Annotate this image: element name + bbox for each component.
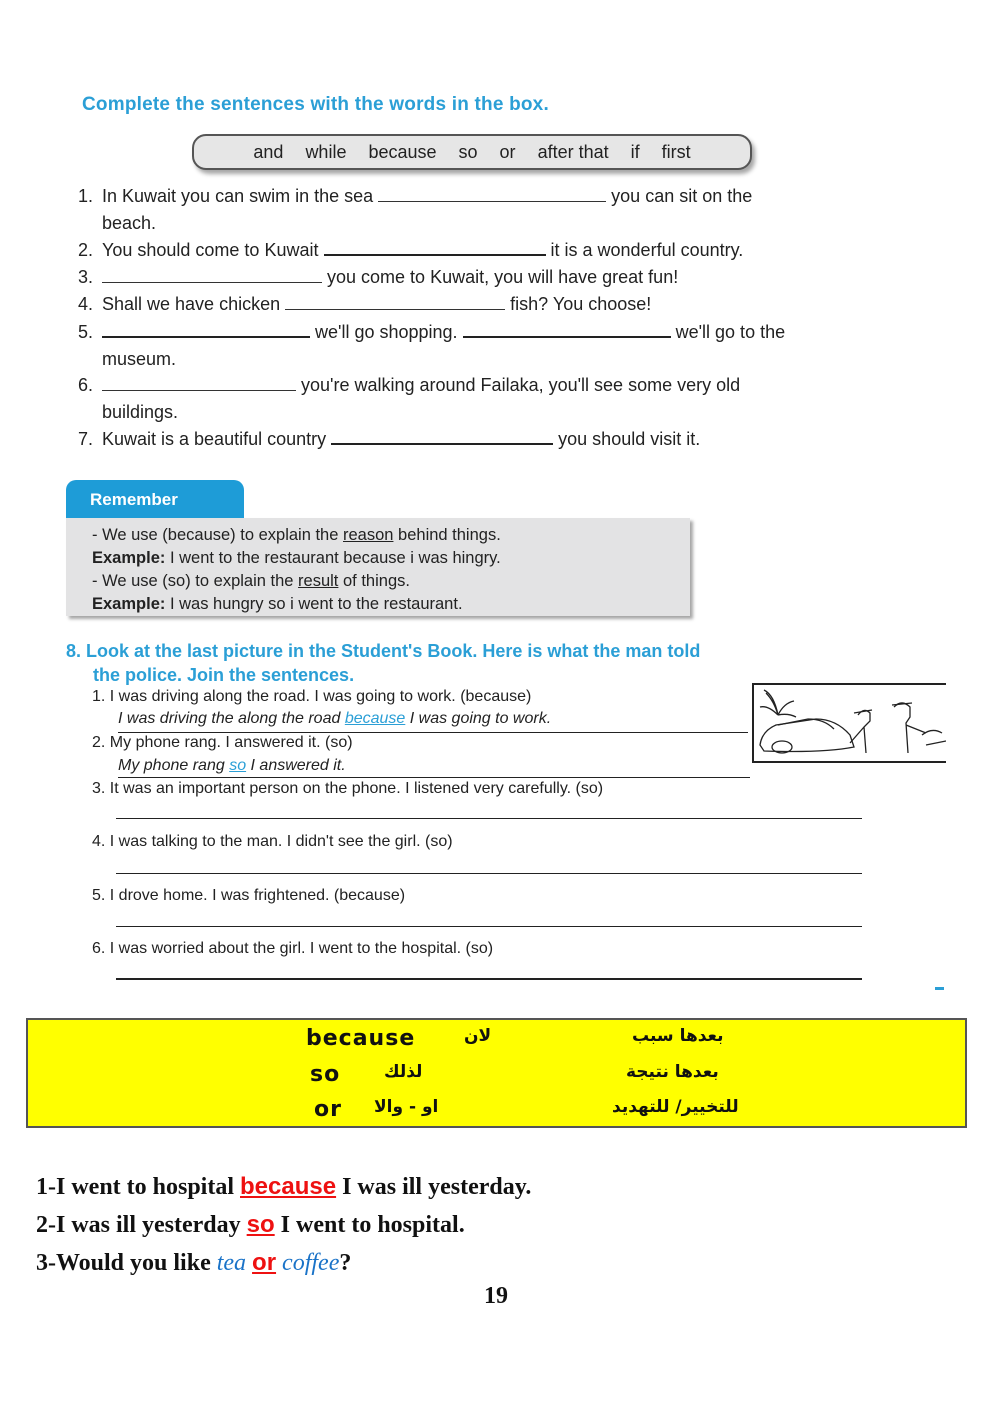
word-box-item: if	[630, 141, 640, 162]
example-sentence-2: 2-I was ill yesterday so I went to hospital.	[36, 1211, 465, 1238]
answer-line[interactable]	[116, 818, 862, 819]
page-number: 19	[484, 1283, 508, 1309]
word-box-item: or	[499, 141, 516, 162]
fill-blank[interactable]	[331, 429, 553, 445]
answer-line[interactable]	[116, 978, 862, 980]
fill-blank[interactable]	[102, 268, 322, 283]
word-box-item: because	[368, 141, 437, 162]
fill-blank[interactable]	[102, 376, 296, 391]
exercise8-prompt-4: 4. I was talking to the man. I didn't see the girl. (so)	[92, 833, 453, 850]
police-car-scene-icon	[754, 685, 946, 761]
remember-example-so: Example: I was hungry so i went to the restaurant.	[92, 595, 463, 613]
word-box-item: first	[661, 141, 691, 162]
example-sentence-1: 1-I went to hospital because I was ill yesterday.	[36, 1173, 532, 1200]
remember-tab: Remember	[66, 480, 244, 520]
remember-rule-so: - We use (so) to explain the result of things.	[92, 572, 410, 590]
glossary-row: so لذلك بعدها نتيجة	[310, 1062, 719, 1087]
police-car-scene-illustration	[752, 683, 946, 763]
fill-blank[interactable]	[285, 295, 505, 310]
exercise-title: Complete the sentences with the words in the box.	[82, 94, 549, 115]
answer-line	[118, 777, 750, 778]
answer-line	[118, 732, 748, 733]
exercise8-prompt-5: 5. I drove home. I was frightened. (because)	[92, 887, 406, 904]
fill-blank[interactable]	[463, 322, 671, 338]
fill-blank[interactable]	[378, 187, 606, 202]
exercise-item-7: 7. Kuwait is a beautiful country you should visit it.	[78, 429, 701, 449]
decorative-dash	[935, 987, 944, 990]
exercise-item-3: 3. you come to Kuwait, you will have great fun!	[78, 267, 679, 287]
answer-line[interactable]	[116, 873, 862, 874]
exercise8-prompt-3: 3. It was an important person on the phone. I listened very carefully. (so)	[92, 780, 604, 797]
word-box	[192, 134, 752, 170]
remember-rule-because: - We use (because) to explain the reason behind things.	[92, 526, 501, 544]
exercise-item-4: 4. Shall we have chicken fish? You choose!	[78, 294, 652, 314]
answer-line[interactable]	[116, 926, 862, 927]
exercise8-answer-2: My phone rang so I answered it.	[118, 757, 346, 774]
word-box-item: and	[253, 141, 284, 162]
exercise8-prompt-2: 2. My phone rang. I answered it. (so)	[92, 734, 353, 751]
glossary-box	[26, 1018, 967, 1128]
remember-example-because: Example: I went to the restaurant because i was hingry.	[92, 549, 501, 567]
exercise-item-5: 5. we'll go shopping. we'll go to the museum.	[78, 322, 786, 369]
exercise-item-1: 1. In Kuwait you can swim in the sea you can sit on the beach.	[78, 186, 753, 233]
exercise8-prompt-6: 6. I was worried about the girl. I went to the hospital. (so)	[92, 940, 494, 957]
fill-blank[interactable]	[102, 322, 310, 338]
exercise-item-6: 6. you're walking around Failaka, you'll see some very old buildings.	[78, 375, 741, 422]
word-box-item: after that	[537, 141, 609, 162]
exercise-item-2: 2. You should come to Kuwait it is a wonderful country.	[78, 240, 744, 260]
glossary-row: or او - والا للتخيير/ للتهديد	[314, 1097, 739, 1122]
remember-box	[66, 518, 690, 616]
glossary-row: because لان بعدها سبب	[306, 1026, 724, 1051]
exercise8-prompt-1: 1. I was driving along the road. I was going to work. (because)	[92, 688, 532, 705]
word-box-item: while	[305, 141, 347, 162]
exercise8-answer-1: I was driving the along the road because I was going to work.	[118, 710, 552, 727]
example-sentence-3: 3-Would you like tea or coffee?	[36, 1249, 352, 1276]
exercise8-title: 8. Look at the last picture in the Student's Book. Here is what the man told the police. Join the sentences.	[66, 641, 701, 685]
fill-blank[interactable]	[324, 240, 546, 256]
word-box-item: so	[458, 141, 478, 162]
